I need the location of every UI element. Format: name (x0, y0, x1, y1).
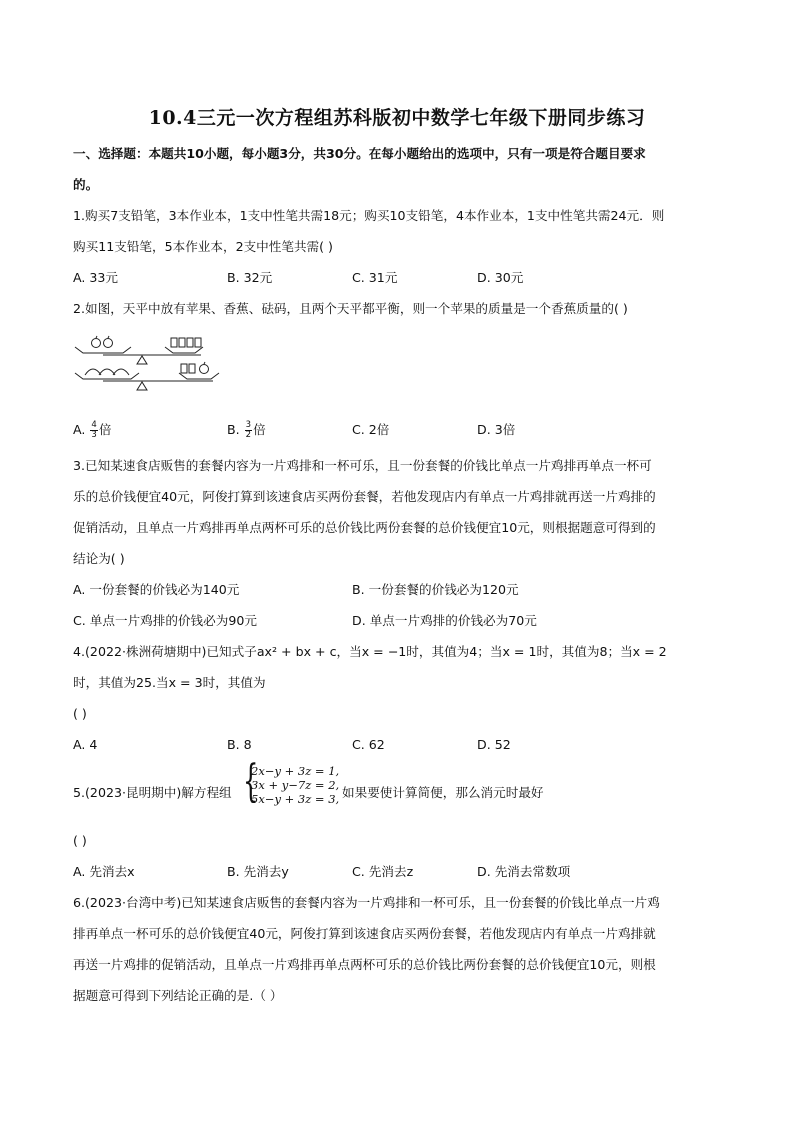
equation-2: 3x + y−7z = 2, (251, 778, 340, 792)
q4-option-c: C. 62 (352, 737, 385, 752)
apple-icon (200, 365, 209, 374)
q1-option-b: B. 32元 (227, 270, 273, 285)
question-5-suffix: 如果要使计算简便，那么消元时最好 (342, 785, 544, 800)
q5-option-d: D. 先消去常数项 (477, 864, 571, 879)
q5-option-b: B. 先消去y (227, 864, 289, 879)
weight-icon (179, 338, 185, 347)
q5-option-a: A. 先消去x (73, 864, 135, 879)
q3-option-d: D. 单点一片鸡排的价钱必为70元 (352, 613, 537, 628)
section-heading: 一、选择题：本题共10小题，每小题3分，共30分。在每小题给出的选项中，只有一项是符合题目要求 (73, 146, 646, 161)
q4-option-b: B. 8 (227, 737, 252, 752)
weight-icon (189, 364, 195, 373)
question-6-line3: 再送一片鸡排的促销活动，且单点一片鸡排再单点两杯可乐的总价钱比两份套餐的总价钱便宜10元，则根 (73, 957, 656, 972)
q2-option-b: B. $\frac{3}{2}$ 倍 (227, 420, 266, 440)
q1-option-a: A. 33元 (73, 270, 119, 285)
weight-icon (181, 364, 187, 373)
page-title: 10.4三元一次方程组苏科版初中数学七年级下册同步练习 (148, 107, 646, 129)
q5-option-c: C. 先消去z (352, 864, 414, 879)
question-5-prefix: 5.(2023·昆明期中)解方程组 (73, 785, 232, 800)
question-6-line1: 6.(2023·台湾中考)已知某速食店贩售的套餐内容为一片鸡排和一杯可乐，且一份套餐的价钱比单点一片鸡 (73, 895, 660, 910)
q3-option-b: B. 一份套餐的价钱必为120元 (352, 582, 519, 597)
weight-icon (195, 338, 201, 347)
q3-option-c: C. 单点一片鸡排的价钱必为90元 (73, 613, 257, 628)
question-5-line2: ( ) (73, 833, 87, 848)
question-1-line1: 1.购买7支铅笔，3本作业本，1支中性笔共需18元；购买10支铅笔，4本作业本，1支中性笔共需24元．则 (73, 208, 665, 223)
question-3-line4: 结论为( ) (73, 551, 125, 566)
fraction: $\frac{3}{2}$ (245, 420, 252, 440)
left-brace: { (243, 756, 259, 807)
question-6-line4: 据题意可得到下列结论正确的是.（ ） (73, 988, 283, 1003)
q2-option-d: D. 3倍 (477, 422, 516, 437)
question-2-line1: 2.如图，天平中放有苹果、香蕉、砝码，且两个天平都平衡，则一个苹果的质量是一个香蕉质量的( ) (73, 301, 628, 316)
balance-scale-bottom (75, 362, 219, 390)
q1-option-d: D. 30元 (477, 270, 524, 285)
balance-scales-figure (73, 333, 223, 397)
balance-scale-top (75, 336, 203, 364)
q4-option-a: A. 4 (73, 737, 98, 752)
question-4-line3: ( ) (73, 706, 87, 721)
q3-option-a: A. 一份套餐的价钱必为140元 (73, 582, 240, 597)
q2-option-a: A. $\frac{4}{3}$ 倍 (73, 420, 112, 440)
banana-icon (85, 369, 101, 375)
section-heading-cont: 的。 (73, 177, 99, 192)
weight-icon (187, 338, 193, 347)
equation-3: 5x−y + 3z = 3, (251, 792, 340, 806)
banana-icon (99, 369, 115, 375)
q2-option-c: C. 2倍 (352, 422, 390, 437)
q4-option-d: D. 52 (477, 737, 511, 752)
question-1-line2: 购买11支铅笔，5本作业本，2支中性笔共需( ) (73, 239, 333, 254)
apple-icon (104, 339, 113, 348)
question-4-line1: 4.(2022·株洲荷塘期中)已知式子ax² + bx + c，当x = −1时，其值为4；当x = 1时，其值为8；当x = 2 (73, 644, 667, 659)
question-6-line2: 排再单点一杯可乐的总价钱便宜40元，阿俊打算到该速食店买两份套餐，若他发现店内有单点一片鸡排就 (73, 926, 656, 941)
question-3-line2: 乐的总价钱便宜40元，阿俊打算到该速食店买两份套餐，若他发现店内有单点一片鸡排就再送一片鸡排的 (73, 489, 656, 504)
equation-1: 2x−y + 3z = 1, (251, 764, 340, 778)
question-3-line3: 促销活动，且单点一片鸡排再单点两杯可乐的总价钱比两份套餐的总价钱便宜10元，则根据题意可得到的 (73, 520, 656, 535)
question-3-line1: 3.已知某速食店贩售的套餐内容为一片鸡排和一杯可乐，且一份套餐的价钱比单点一片鸡排再单点一杯可 (73, 458, 652, 473)
weight-icon (171, 338, 177, 347)
fraction: $\frac{4}{3}$ (91, 420, 97, 440)
question-4-line2: 时，其值为25.当x = 3时，其值为 (73, 675, 266, 690)
apple-icon (92, 339, 101, 348)
q1-option-c: C. 31元 (352, 270, 398, 285)
banana-icon (113, 369, 129, 375)
